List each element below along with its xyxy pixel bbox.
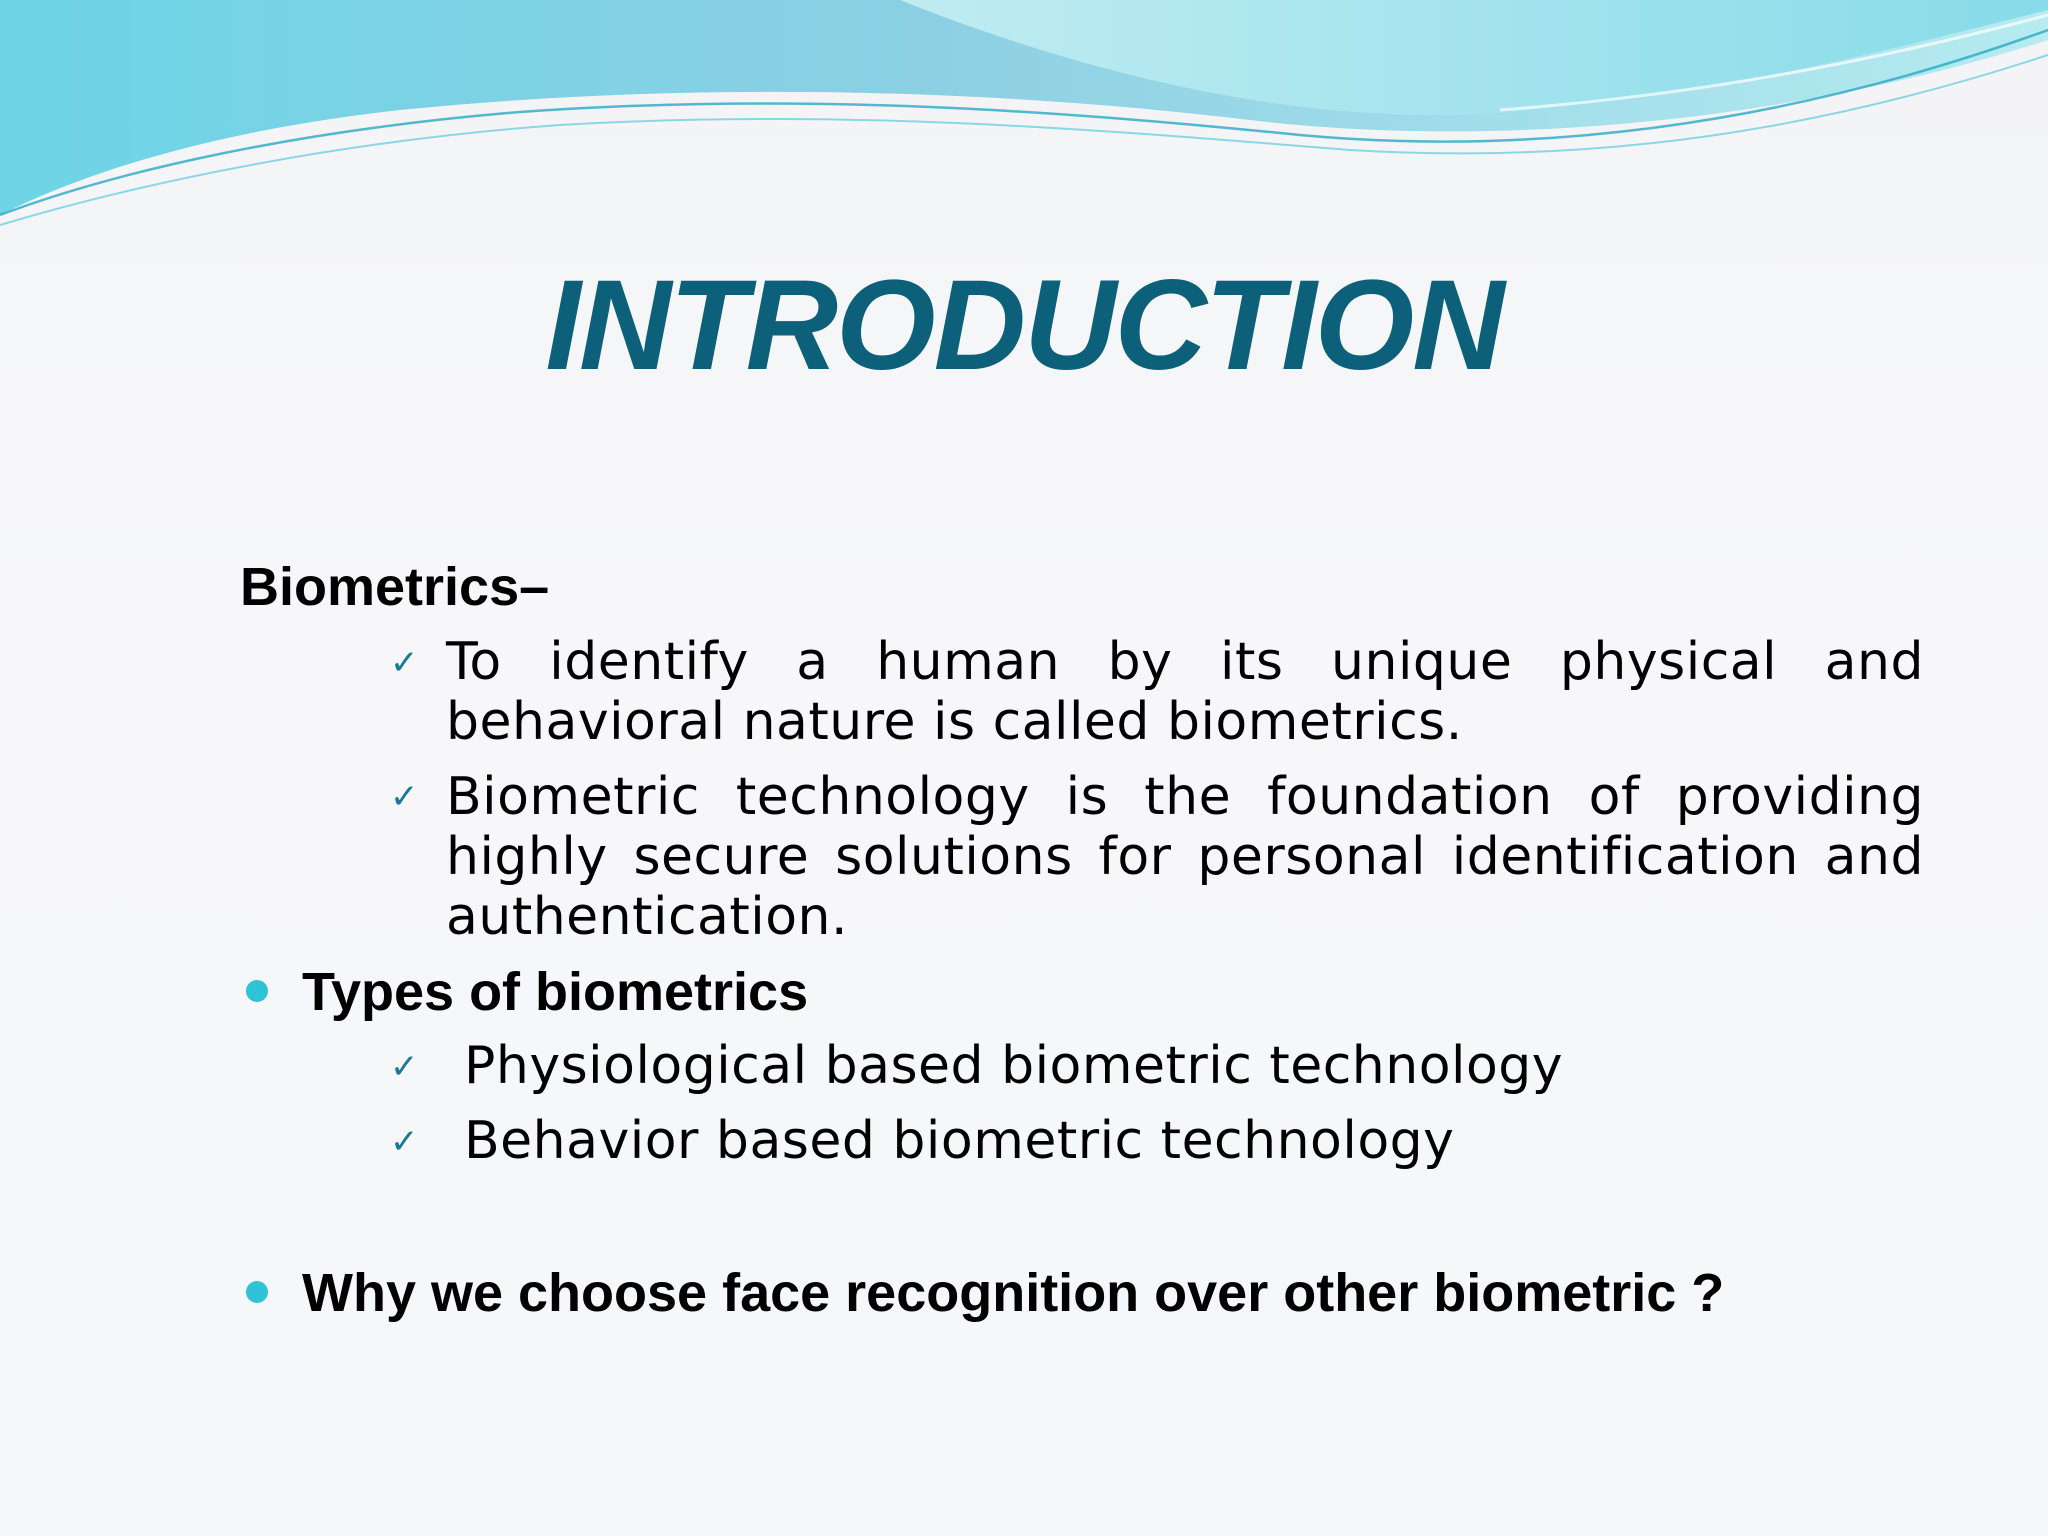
question-heading: Why we choose face recognition over other biometric ? <box>302 1263 1725 1323</box>
biometrics-heading: Biometrics– <box>240 557 550 617</box>
check-icon: ✓ <box>390 777 419 817</box>
bullet-dot-icon <box>246 980 268 1002</box>
type-item-physiological: Physiological based biometric technology <box>464 1036 1564 1096</box>
definition-point-2: Biometric technology is the foundation of providing highly secure solutions for personal identification and authentication. <box>446 767 1924 947</box>
bullet-dot-icon <box>246 1281 268 1303</box>
types-heading: Types of biometrics <box>302 962 809 1022</box>
check-icon: ✓ <box>390 1122 419 1162</box>
slide-title: INTRODUCTION <box>545 254 1503 397</box>
definition-point-1: To identify a human by its unique physical and behavioral nature is called biometrics. <box>446 632 1924 752</box>
check-icon: ✓ <box>390 643 419 683</box>
type-item-behavior: Behavior based biometric technology <box>464 1111 1455 1171</box>
check-icon: ✓ <box>390 1047 419 1087</box>
